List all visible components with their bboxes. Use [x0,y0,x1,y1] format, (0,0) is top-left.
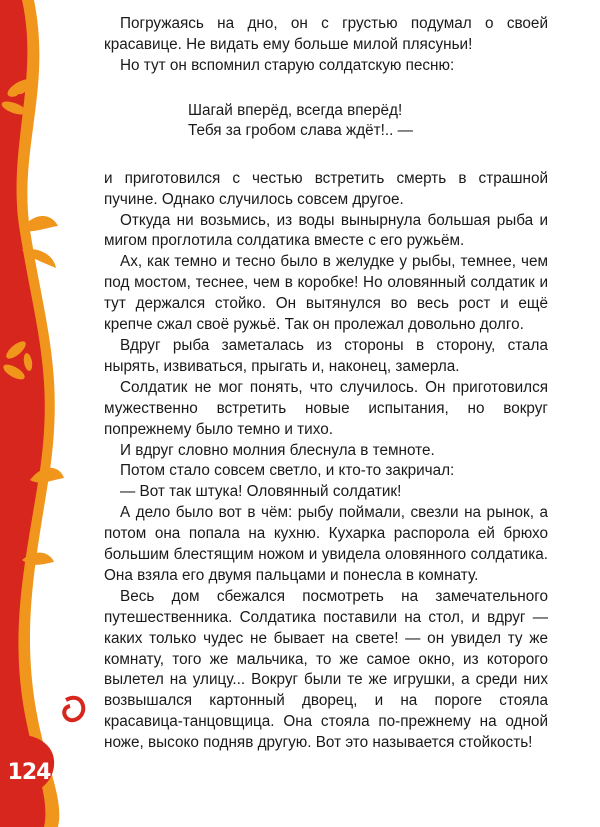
paragraph: Вдруг рыба заметалась из стороны в сторону, стала нырять, извиваться, прыгать и, наконец, замерла. [104,336,548,375]
decorative-border [0,0,100,827]
paragraph: Ах, как темно и тесно было в желудке у рыбы, темнее, чем под мостом, теснее, чем в коробке! Но оловянный солдатик и тут держался стойко. Он вытянулся во весь рост и ещё крепче сжал своё ружьё. Так он пролежал довольно долго. [104,253,548,334]
paragraph: и приготовился с честью встретить смерть в страшной пучине. Однако случилось совсем другое. [104,169,548,208]
poem-line: Шагай вперёд, всегда вперёд! [188,101,403,119]
page-number: 124 [7,760,51,785]
paragraph: А дело было вот в чём: рыбу поймали, свезли на рынок, а потом она попала на кухню. Кухарка распорола ей брюхо большим блестящим ножом и увидела оловянного солдатика. Она взяла его двумя пальцами и понесла в комнату. [104,504,548,584]
paragraph: Откуда ни возьмись, из воды вынырнула большая рыба и мигом проглотила солдатика вместе с его ружьём. [104,211,548,250]
paragraph: — Вот так штука! Оловянный солдатик! [120,483,402,501]
swirl-icon [64,698,83,720]
poem-quote [188,101,548,142]
paragraph: Весь дом сбежался посмотреть на замечательного путешественника. Солдатика поставили на стол, и вдруг — каких только чудес не бывает на свете! — он увидел ту же комнату, того же мальчика, то же самое окно, из которого вылетел на улицу... Вокруг были те же игрушки, а среди них возвышался картонный дворец, и на пороге стояла красавица-танцовщица. Она стояла по-прежнему на одной ноже, высоко подняв другую. Вот это называется стойкость! [104,587,548,752]
poem-line: Тебя за гробом слава ждёт!.. — [188,122,413,140]
paragraph: И вдруг словно молния блеснула в темноте. [120,441,435,459]
paragraph: Солдатик не мог понять, что случилось. Он приготовился мужественно встретить новые испытания, но вокруг попрежнему было темно и тихо. [104,378,548,438]
paragraph: Но тут он вспомнил старую солдатскую песню: [120,56,455,74]
paragraph: Погружаясь на дно, он с грустью подумал о своей красавице. Не видать ему больше милой плясуньи! [104,15,548,53]
paragraph: Потом стало совсем светло, и кто-то закричал: [120,462,455,480]
story-text [104,14,548,754]
